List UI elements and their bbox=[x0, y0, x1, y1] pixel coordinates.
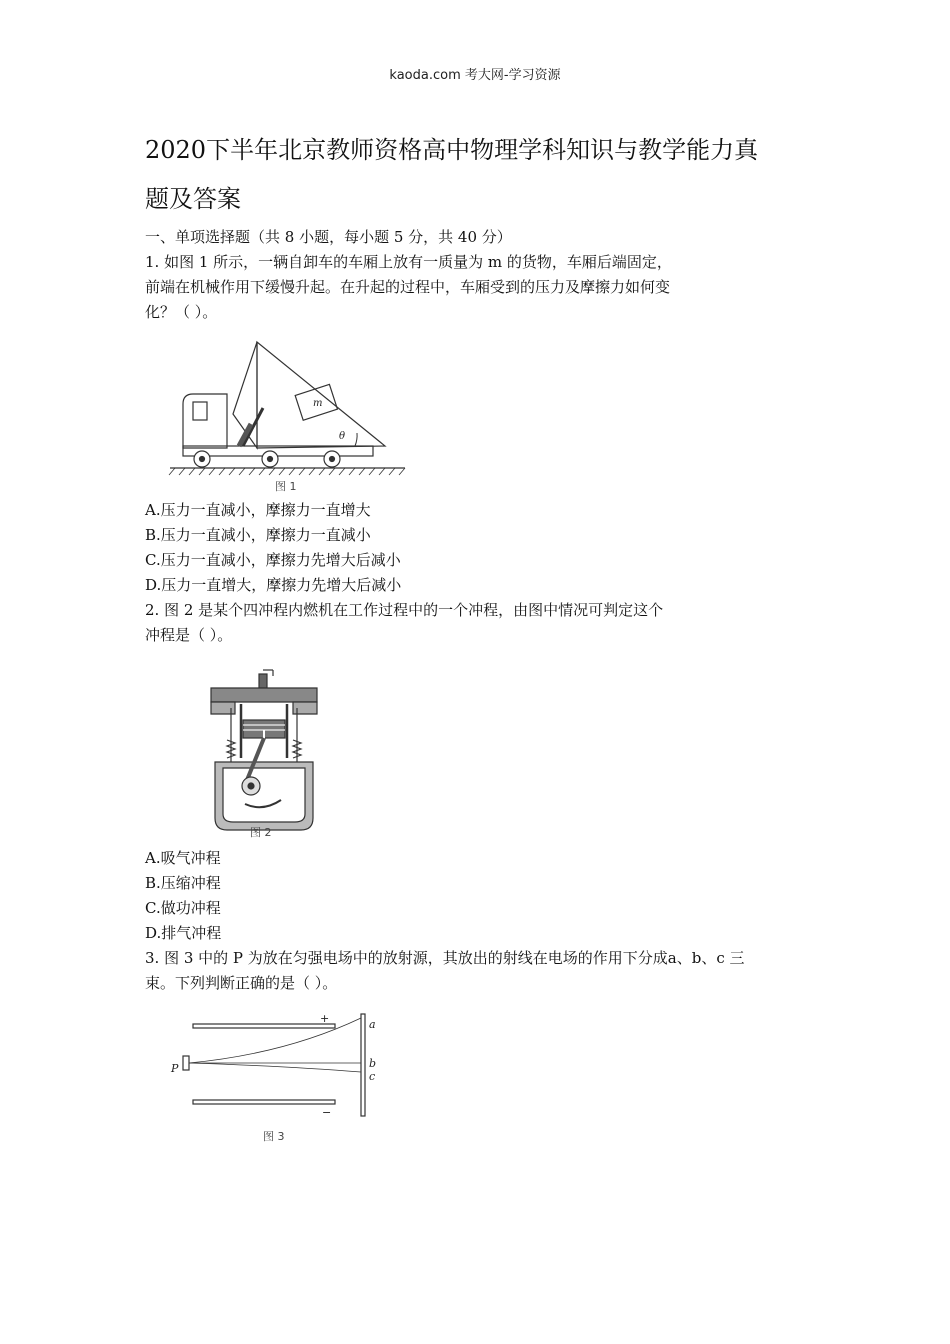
q1-option-c: C.压力一直减小，摩擦力先增大后减小 bbox=[145, 551, 401, 569]
section-heading: 一、单项选择题（共 8 小题，每小题 5 分，共 40 分） bbox=[145, 228, 512, 246]
figure-1-dump-truck bbox=[165, 338, 410, 496]
figure-1-mass-label: m bbox=[313, 398, 323, 409]
q1-text-line-3: 化？（ ）。 bbox=[145, 303, 218, 321]
figure-3-c-label: c bbox=[369, 1070, 376, 1083]
figure-3-minus-label: − bbox=[322, 1106, 332, 1119]
figure-3-a-label: a bbox=[369, 1018, 376, 1031]
q1-option-d: D.压力一直增大，摩擦力先增大后减小 bbox=[145, 576, 402, 594]
q1-text-line-1: 1. 如图 1 所示，一辆自卸车的车厢上放有一质量为 m 的货物，车厢后端固定， bbox=[145, 253, 672, 271]
figure-1-caption: 图 1 bbox=[275, 480, 297, 493]
figure-3-caption: 图 3 bbox=[263, 1130, 285, 1143]
figure-2-engine bbox=[205, 668, 325, 838]
q3-text-line-2: 束。下列判断正确的是（ ）。 bbox=[145, 974, 338, 992]
page-title-line-2: 题及答案 bbox=[145, 185, 241, 213]
page-header: kaoda.com 考大网-学习资源 bbox=[389, 68, 561, 83]
figure-3-electric-field bbox=[165, 1010, 390, 1146]
figure-2-caption: 图 2 bbox=[250, 826, 272, 838]
q2-option-d: D.排气冲程 bbox=[145, 924, 222, 942]
figure-3-p-label: P bbox=[171, 1062, 179, 1075]
q2-option-c: C.做功冲程 bbox=[145, 899, 221, 917]
q2-text-line-2: 冲程是（ ）。 bbox=[145, 626, 233, 644]
q1-option-b: B.压力一直减小，摩擦力一直减小 bbox=[145, 526, 371, 544]
figure-1-angle-label: θ bbox=[339, 431, 346, 442]
figure-3-b-label: b bbox=[369, 1057, 377, 1070]
q2-option-b: B.压缩冲程 bbox=[145, 874, 221, 892]
page-title-line-1: 2020下半年北京教师资格高中物理学科知识与教学能力真 bbox=[145, 136, 759, 164]
q1-text-line-2: 前端在机械作用下缓慢升起。在升起的过程中，车厢受到的压力及摩擦力如何变 bbox=[145, 278, 671, 296]
q1-option-a: A.压力一直减小，摩擦力一直增大 bbox=[145, 501, 371, 519]
figure-3-plus-label: + bbox=[320, 1012, 330, 1025]
q2-option-a: A.吸气冲程 bbox=[145, 849, 221, 867]
q2-text-line-1: 2. 图 2 是某个四冲程内燃机在工作过程中的一个冲程，由图中情况可判定这个 bbox=[145, 601, 664, 619]
q3-text-line-1: 3. 图 3 中的 P 为放在匀强电场中的放射源，其放出的射线在电场的作用下分成a、b、c 三 bbox=[145, 949, 745, 967]
